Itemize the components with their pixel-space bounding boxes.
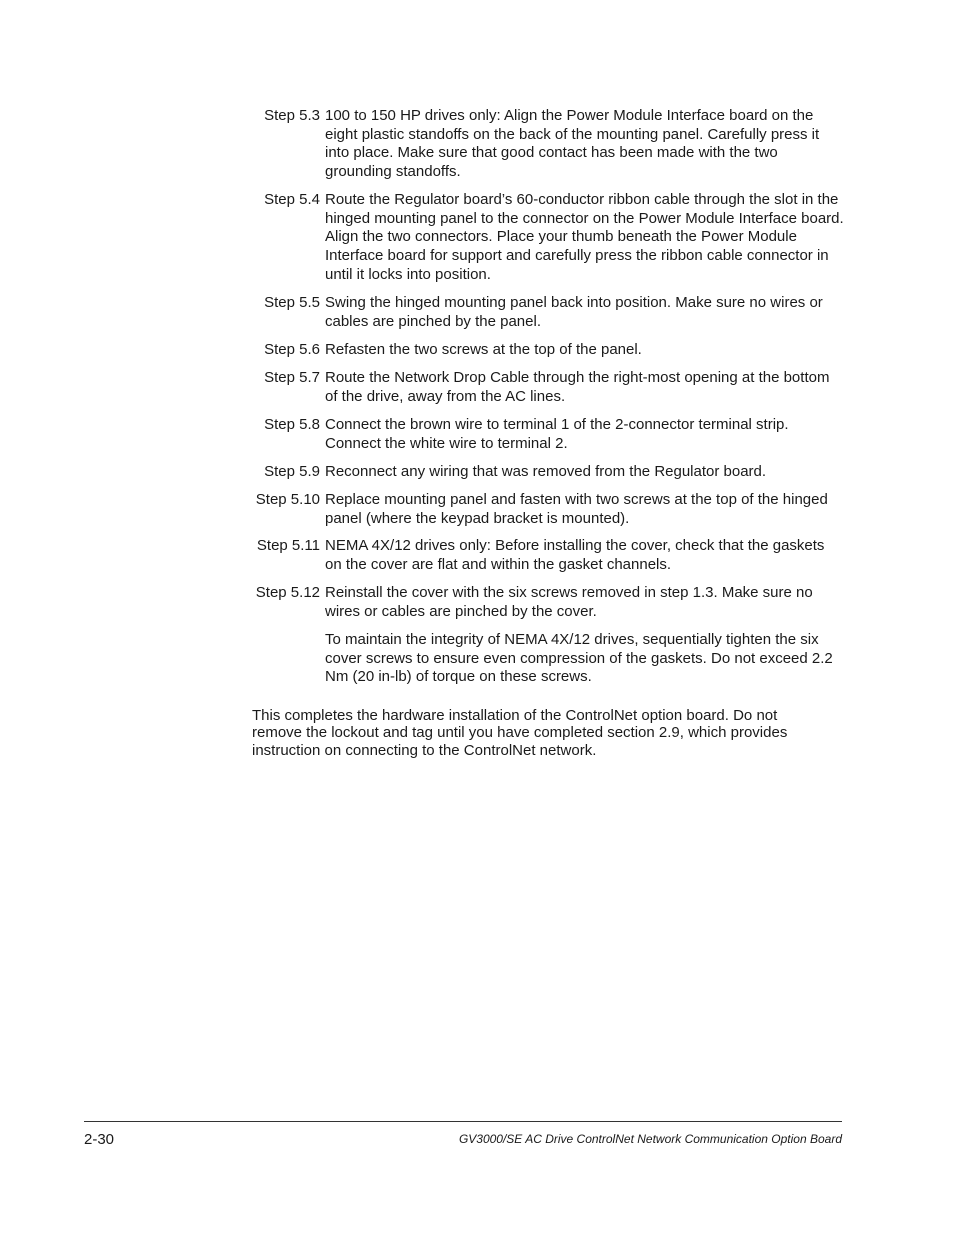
page-number: 2-30 [84, 1131, 115, 1148]
step-label: Step 5.11 [256, 537, 320, 554]
step-label: Step 5.8 [264, 416, 320, 433]
step-label: Step 5.6 [264, 341, 320, 358]
step-text: NEMA 4X/12 drives only: Before installing the cover, check that the gaskets on the cover are flat and within the gasket channels. [325, 537, 825, 573]
step-text: Replace mounting panel and fasten with two screws at the top of the hinged panel (where the keypad bracket is mounted). [325, 491, 828, 527]
step-label: Step 5.10 [255, 491, 320, 508]
step-text: Reconnect any wiring that was removed from the Regulator board. [325, 463, 767, 480]
step-label: Step 5.9 [264, 463, 320, 480]
step-label: Step 5.5 [264, 294, 320, 311]
step-text: Route the Network Drop Cable through the right-most opening at the bottom of the drive, away from the AC lines. [325, 369, 830, 405]
step-label: Step 5.4 [264, 191, 320, 208]
step-text: 100 to 150 HP drives only: Align the Power Module Interface board on the eight plastic standoffs on the back of the mounting panel. Carefully press it into place. Make sure that good contact has been made with the two grounding standoffs. [325, 107, 820, 181]
footer-divider [84, 1121, 842, 1122]
footer-document-title: GV3000/SE AC Drive ControlNet Network Communication Option Board [458, 1132, 842, 1146]
step-text: Reinstall the cover with the six screws removed in step 1.3. Make sure no wires or cables are pinched by the cover. [325, 584, 813, 620]
step-text: Route the Regulator board’s 60-conductor ribbon cable through the slot in the hinged mounting panel to the connector on the Power Module Interface board. Align the two connectors. Place your thumb beneath the Power Module Interface board for support and carefully press the ribbon cable connector in until it locks into position. [325, 191, 844, 283]
step-text: Swing the hinged mounting panel back into position. Make sure no wires or cables are pinched by the panel. [325, 294, 823, 330]
step-label: Step 5.3 [264, 107, 320, 124]
step-text: Refasten the two screws at the top of the panel. [325, 341, 642, 358]
step-text: Connect the brown wire to terminal 1 of the 2-connector terminal strip. Connect the white wire to terminal 2. [325, 416, 789, 452]
step-label: Step 5.7 [264, 369, 320, 386]
step-label: Step 5.12 [255, 584, 320, 601]
step-note: To maintain the integrity of NEMA 4X/12 drives, sequentially tighten the six cover screws to ensure even compression of the gaskets. Do not exceed 2.2 Nm (20 in-lb) of torque on these screws. [325, 631, 833, 686]
closing-paragraph: This completes the hardware installation of the ControlNet option board. Do not remove the lockout and tag until you have completed section 2.9, which provides instruction on connecting to the ControlNet network. [252, 707, 788, 759]
